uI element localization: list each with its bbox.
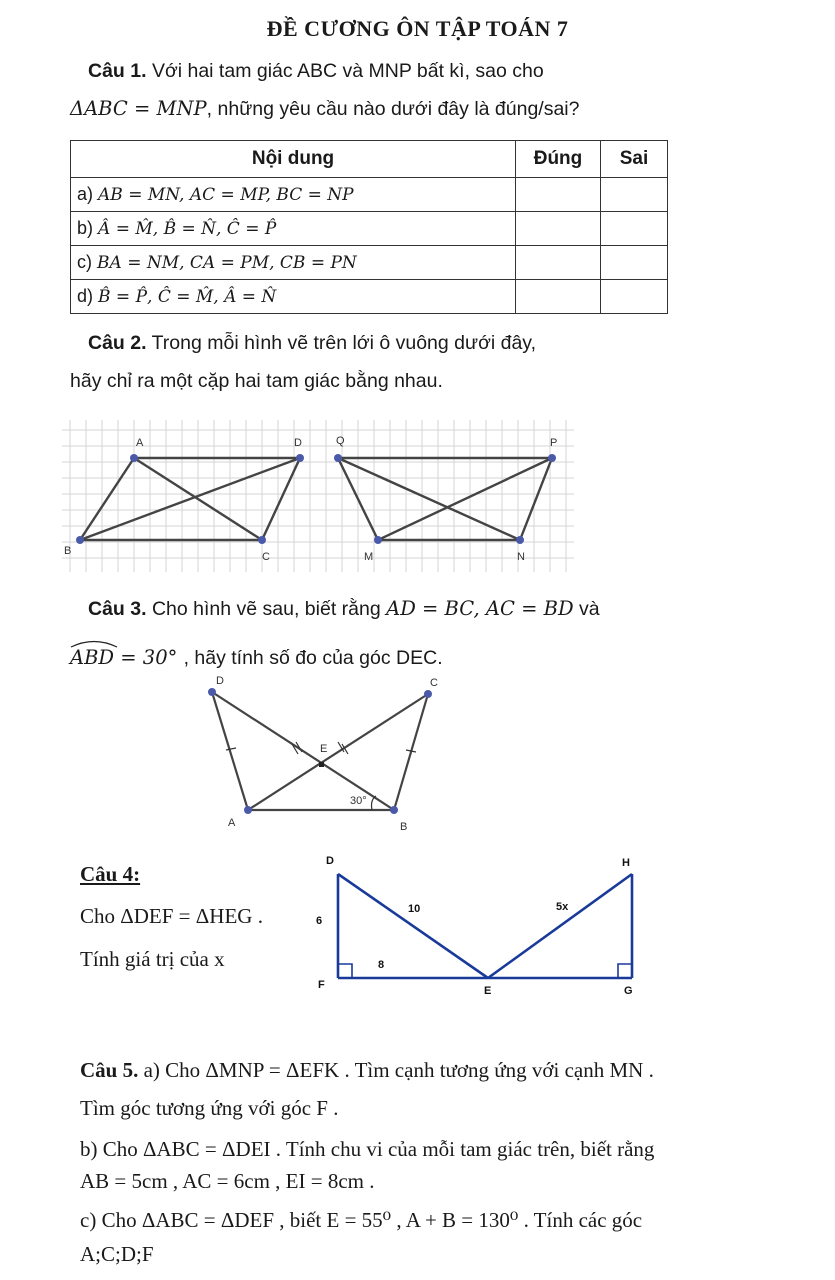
row-content: AB = MN, AC = MP, BC = NP: [98, 185, 354, 205]
length-DE: 10: [408, 903, 421, 915]
point-label-D: D: [216, 675, 224, 687]
row-c-false-cell[interactable]: [601, 246, 668, 280]
point-label-D: D: [294, 437, 302, 449]
header-false: Sai: [601, 141, 668, 178]
row-prefix: b): [77, 218, 94, 238]
point-label-Q: Q: [336, 435, 345, 447]
q5-a2: Tìm góc tương ứng với góc F .: [80, 1096, 339, 1120]
header-content: Nội dung: [71, 141, 516, 178]
point-label-B: B: [400, 821, 408, 833]
row-d-content: [71, 280, 516, 314]
point-label-C: C: [262, 551, 270, 563]
q3-text2-rest: , hãy tính số đo của góc DEC.: [183, 647, 443, 669]
row-content: B̂ = P̂, Ĉ = M̂, Â = N̂: [98, 287, 277, 307]
q2-text1: Trong mỗi hình vẽ trên lới ô vuông dưới đây,: [151, 332, 537, 354]
right-figure: [338, 458, 552, 540]
q3-text1-a: Cho hình vẽ sau, biết rằng: [151, 598, 387, 620]
row-c-content: [71, 246, 516, 280]
table-row: [71, 280, 668, 314]
q4-text2: Tính giá trị của x: [80, 947, 225, 971]
q5-label: Câu 5.: [80, 1058, 139, 1082]
q3-text2-math: ABD = 30°: [70, 646, 178, 669]
q4-figure: [300, 852, 660, 1002]
table-row: [71, 212, 668, 246]
row-d-false-cell[interactable]: [601, 280, 668, 314]
point-label-P: P: [550, 437, 558, 449]
point-label-A: A: [136, 437, 144, 449]
q5-c2: A;C;D;F: [80, 1242, 154, 1266]
table-row: [71, 178, 668, 212]
row-prefix: d): [77, 286, 94, 306]
q3-line2: [70, 646, 443, 670]
row-a-content: [71, 178, 516, 212]
length-HE: 5x: [556, 901, 569, 913]
point-E-marker: [319, 762, 324, 767]
angle-label: 30°: [350, 795, 367, 807]
q3-figure: [200, 672, 460, 842]
q2-text2: hãy chỉ ra một cặp hai tam giác bằng nhau.: [70, 370, 443, 392]
q5-c1: c) Cho ΔABC = ΔDEF , biết E = 55⁰ , A + B = 130⁰ . Tính các góc: [80, 1208, 643, 1232]
row-a-false-cell[interactable]: [601, 178, 668, 212]
q5-b1: b) Cho ΔABC = ΔDEI . Tính chu vi của mỗi tam giác trên, biết rằng: [80, 1137, 655, 1161]
q4-label-text: Câu 4:: [80, 862, 141, 886]
q2-label: Câu 2.: [88, 332, 147, 354]
point-label-H: H: [622, 857, 630, 869]
point-label-D: D: [326, 855, 334, 867]
row-b-true-cell[interactable]: [516, 212, 601, 246]
q5-a1: a) Cho ΔMNP = ΔEFK . Tìm cạnh tương ứng với cạnh MN .: [143, 1058, 654, 1082]
row-prefix: c): [77, 252, 92, 272]
q3-label: Câu 3.: [88, 598, 147, 620]
point-label-M: M: [364, 551, 374, 563]
q5-b2: AB = 5cm , AC = 6cm , EI = 8cm .: [80, 1169, 375, 1193]
q3-text1-math: AD = BC, AC = BD: [386, 597, 574, 620]
point-label-E: E: [320, 743, 328, 755]
row-c-true-cell[interactable]: [516, 246, 601, 280]
q1-text2-math: ΔABC = MNP: [70, 97, 207, 120]
q2-line1: [88, 332, 536, 355]
row-d-true-cell[interactable]: [516, 280, 601, 314]
angle-arc-icon: [70, 638, 118, 648]
left-figure: [80, 458, 300, 540]
header-true: Đúng: [516, 141, 601, 178]
point-label-N: N: [517, 551, 525, 563]
q4-text1: Cho ΔDEF = ΔHEG .: [80, 904, 263, 928]
row-b-false-cell[interactable]: [601, 212, 668, 246]
q2-figure: [62, 420, 574, 572]
row-prefix: a): [77, 184, 94, 204]
q1-label: Câu 1.: [88, 60, 147, 82]
q3-line1: [88, 597, 600, 621]
q1-text1: Với hai tam giác ABC và MNP bất kì, sao cho: [151, 60, 544, 82]
length-FE: 8: [378, 959, 385, 971]
point-label-G: G: [624, 985, 633, 997]
point-label-A: A: [228, 817, 236, 829]
length-DF: 6: [316, 915, 323, 927]
point-label-F: F: [318, 979, 325, 991]
q1-table-header: [71, 141, 668, 178]
table-row: [71, 246, 668, 280]
page-title: ĐỀ CƯƠNG ÔN TẬP TOÁN 7: [266, 16, 569, 41]
q3-angle-math: [70, 646, 184, 669]
q1-line1: [88, 60, 544, 83]
q1-text2-rest: , những yêu cầu nào dưới đây là đúng/sai?: [206, 98, 580, 120]
row-content: BA = NM, CA = PM, CB = PN: [97, 253, 357, 273]
q1-table: [70, 140, 668, 314]
point-label-E: E: [484, 985, 492, 997]
q4-label: [80, 862, 140, 887]
q5-a1-line: [80, 1058, 654, 1083]
point-label-B: B: [64, 545, 72, 557]
row-content: Â = M̂, B̂ = N̂, Ĉ = P̂: [98, 219, 277, 239]
row-a-true-cell[interactable]: [516, 178, 601, 212]
q3-text1-b: và: [573, 598, 600, 620]
q1-line2: [70, 97, 580, 121]
row-b-content: [71, 212, 516, 246]
point-label-C: C: [430, 677, 438, 689]
